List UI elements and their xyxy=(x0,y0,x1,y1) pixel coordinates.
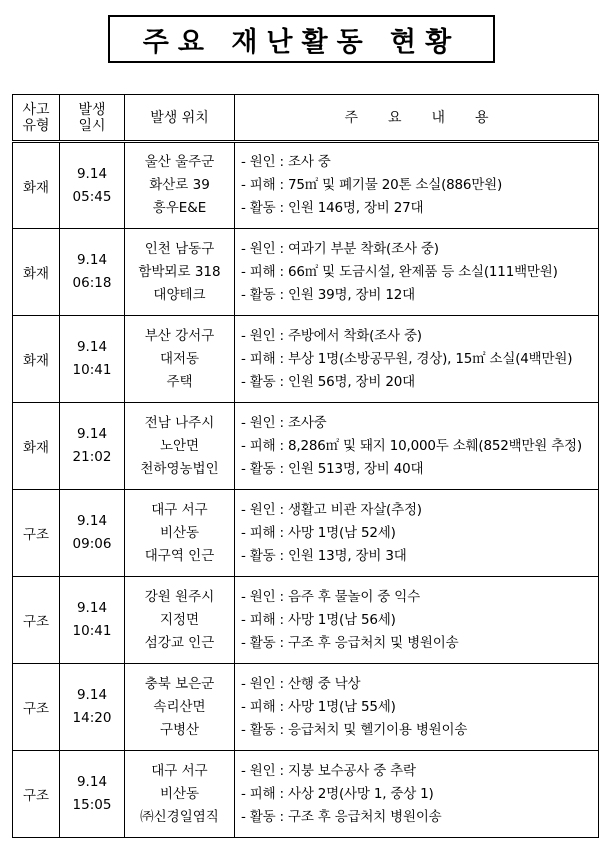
incident-activity: - 활동 : 구조 후 응급처치 및 병원이송 xyxy=(241,634,459,651)
location-line: 충북 보은군 xyxy=(144,675,215,692)
incident-cause: - 원인 : 조사중 xyxy=(241,414,327,431)
table-row xyxy=(13,142,599,229)
incident-damage: - 피해 : 8,286㎡ 및 돼지 10,000두 소훼(852백만원 추정) xyxy=(241,437,582,454)
incident-content xyxy=(235,751,599,838)
incident-datetime xyxy=(60,490,125,577)
location-line: 부산 강서구 xyxy=(144,327,215,344)
incident-date: 9.14 xyxy=(76,252,108,268)
title-box xyxy=(108,15,495,63)
table-row xyxy=(13,316,599,403)
incident-activity: - 활동 : 인원 513명, 장비 40대 xyxy=(241,460,424,477)
location-line: 대구역 인근 xyxy=(144,547,215,564)
incident-activity: - 활동 : 인원 13명, 장비 3대 xyxy=(241,547,407,564)
incident-location xyxy=(125,229,235,316)
incident-type: 화재 xyxy=(13,403,60,490)
location-line: 천하영농법인 xyxy=(140,460,219,477)
incident-content xyxy=(235,229,599,316)
incident-content xyxy=(235,490,599,577)
table-row xyxy=(13,664,599,751)
incident-content xyxy=(235,664,599,751)
table-row xyxy=(13,577,599,664)
table-row xyxy=(13,403,599,490)
location-line: 지정면 xyxy=(159,611,200,628)
page-title: 주요 재난활동 현황 xyxy=(142,26,461,58)
incident-date: 9.14 xyxy=(76,165,108,182)
incident-damage: - 피해 : 사망 1명(남 55세) xyxy=(241,698,396,715)
incident-date: 9.14 xyxy=(76,600,108,616)
incident-type: 구조 xyxy=(13,751,60,838)
location-line: 대저동 xyxy=(159,350,200,367)
incident-date: 9.14 xyxy=(76,774,108,790)
incident-datetime xyxy=(60,403,125,490)
incident-location xyxy=(125,751,235,838)
incident-datetime xyxy=(60,664,125,751)
incident-type: 화재 xyxy=(13,142,60,229)
location-line: 대구 서구 xyxy=(151,762,208,779)
location-line: 비산동 xyxy=(159,524,200,541)
incident-datetime xyxy=(60,751,125,838)
incident-content xyxy=(235,403,599,490)
incident-damage: - 피해 : 66㎡ 및 도금시설, 완제품 등 소실(111백만원) xyxy=(241,263,558,280)
location-line: 강원 원주시 xyxy=(144,588,215,605)
incident-location xyxy=(125,403,235,490)
header-content: 주요내용 xyxy=(235,95,599,142)
location-line: 구병산 xyxy=(159,721,200,738)
incident-location xyxy=(125,664,235,751)
incident-location xyxy=(125,316,235,403)
incident-content xyxy=(235,142,599,229)
incident-damage: - 피해 : 사망 1명(남 56세) xyxy=(241,611,396,628)
incident-location xyxy=(125,142,235,229)
incident-damage: - 피해 : 75㎡ 및 폐기물 20톤 소실(886만원) xyxy=(241,177,503,193)
location-line: 노안면 xyxy=(159,437,200,454)
incident-date: 9.14 xyxy=(76,687,108,703)
incident-location xyxy=(125,490,235,577)
incident-damage: - 피해 : 사상 2명(사망 1, 중상 1) xyxy=(241,785,434,802)
incident-type: 구조 xyxy=(13,664,60,751)
incident-content xyxy=(235,577,599,664)
incident-datetime xyxy=(60,229,125,316)
incident-type: 화재 xyxy=(13,229,60,316)
incident-date: 9.14 xyxy=(76,426,108,442)
location-line: 비산동 xyxy=(159,785,200,802)
incident-cause: - 원인 : 여과기 부분 착화(조사 중) xyxy=(241,240,439,257)
incident-cause: - 원인 : 조사 중 xyxy=(241,154,331,170)
incident-type: 구조 xyxy=(13,490,60,577)
incident-date: 9.14 xyxy=(76,513,108,529)
incident-damage: - 피해 : 부상 1명(소방공무원, 경상), 15㎡ 소실(4백만원) xyxy=(241,350,573,367)
incident-activity: - 활동 : 구조 후 응급처치 병원이송 xyxy=(241,808,442,825)
incident-cause: - 원인 : 산행 중 낙상 xyxy=(241,675,361,692)
incident-time: 10:41 xyxy=(72,362,112,378)
incident-time: 15:05 xyxy=(72,797,112,813)
location-line: 울산 울주군 xyxy=(144,154,215,170)
header-type: 사고 유형 xyxy=(13,95,60,142)
incident-cause: - 원인 : 음주 후 물놀이 중 익수 xyxy=(241,588,420,605)
incident-datetime xyxy=(60,316,125,403)
incident-activity: - 활동 : 응급처치 및 헬기이용 병원이송 xyxy=(241,721,468,738)
incident-time: 06:18 xyxy=(72,275,112,291)
location-line: 속리산면 xyxy=(153,698,206,715)
incident-cause: - 원인 : 생활고 비관 자살(추정) xyxy=(241,501,422,518)
incident-time: 09:06 xyxy=(72,536,112,552)
location-line: 흥우E&E xyxy=(152,200,207,216)
incident-type: 구조 xyxy=(13,577,60,664)
incident-location xyxy=(125,577,235,664)
incident-table xyxy=(12,94,599,838)
incident-activity: - 활동 : 인원 146명, 장비 27대 xyxy=(241,200,424,216)
location-line: 대구 서구 xyxy=(151,501,208,518)
table-row xyxy=(13,229,599,316)
header-location: 발생 위치 xyxy=(125,95,235,142)
location-line: 주택 xyxy=(166,373,193,390)
location-line: 화산로 39 xyxy=(149,177,210,193)
incident-time: 05:45 xyxy=(72,188,112,205)
table-header-row xyxy=(13,95,599,142)
incident-time: 14:20 xyxy=(72,710,112,726)
incident-datetime xyxy=(60,577,125,664)
location-line: 함박뫼로 318 xyxy=(138,263,221,280)
location-line: ㈜신경일염직 xyxy=(140,808,219,825)
incident-cause: - 원인 : 지붕 보수공사 중 추락 xyxy=(241,762,416,779)
header-datetime: 발생 일시 xyxy=(60,95,125,142)
incident-datetime xyxy=(60,142,125,229)
incident-activity: - 활동 : 인원 56명, 장비 20대 xyxy=(241,373,415,390)
incident-time: 10:41 xyxy=(72,623,112,639)
location-line: 인천 남동구 xyxy=(144,240,215,257)
incident-damage: - 피해 : 사망 1명(남 52세) xyxy=(241,524,396,541)
location-line: 섬강교 인근 xyxy=(144,634,215,651)
table-row xyxy=(13,751,599,838)
incident-date: 9.14 xyxy=(76,339,108,355)
incident-cause: - 원인 : 주방에서 착화(조사 중) xyxy=(241,327,422,344)
incident-content xyxy=(235,316,599,403)
location-line: 전남 나주시 xyxy=(144,414,215,431)
incident-activity: - 활동 : 인원 39명, 장비 12대 xyxy=(241,286,415,303)
table-row xyxy=(13,490,599,577)
location-line: 대양테크 xyxy=(153,286,206,303)
incident-type: 화재 xyxy=(13,316,60,403)
incident-time: 21:02 xyxy=(72,449,112,465)
